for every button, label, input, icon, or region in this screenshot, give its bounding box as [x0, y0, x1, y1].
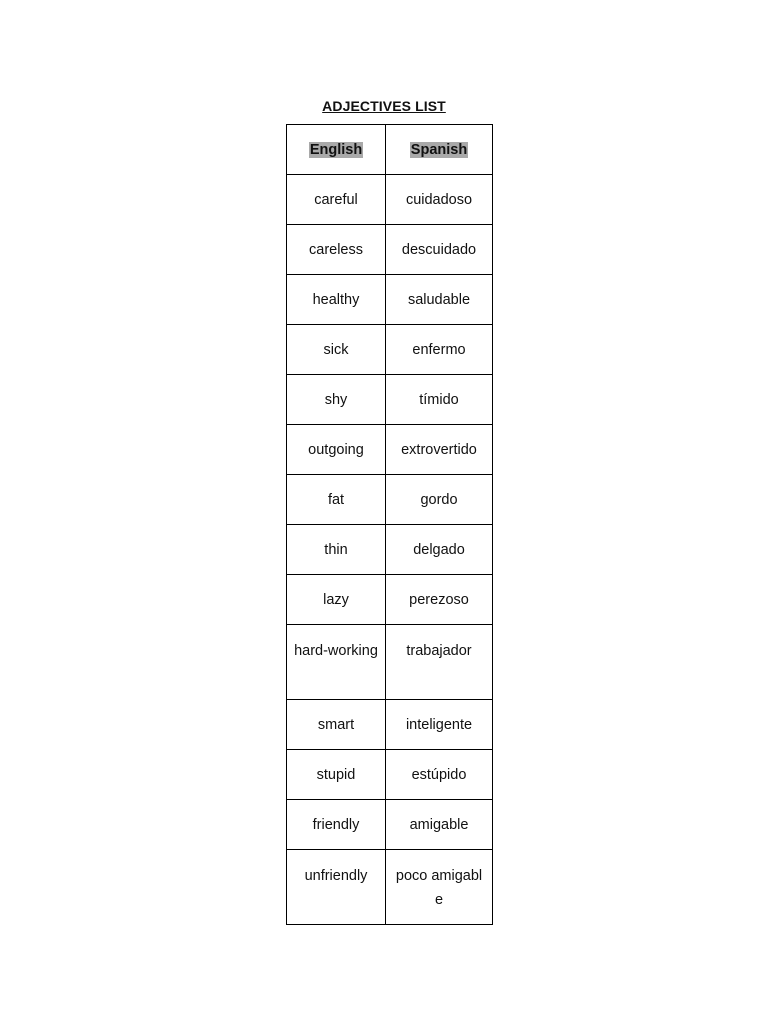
english-cell: smart	[287, 700, 386, 750]
table-row	[287, 225, 493, 275]
adjectives-table	[286, 124, 493, 925]
document-title: ADJECTIVES LIST	[322, 98, 446, 114]
english-cell: healthy	[287, 275, 386, 325]
english-cell: shy	[287, 375, 386, 425]
table-header-row	[287, 125, 493, 175]
spanish-cell: extrovertido	[386, 425, 493, 475]
spanish-cell: poco amigable	[386, 850, 493, 925]
english-cell: lazy	[287, 575, 386, 625]
spanish-cell: amigable	[386, 800, 493, 850]
english-cell: fat	[287, 475, 386, 525]
spanish-cell: enfermo	[386, 325, 493, 375]
spanish-cell: perezoso	[386, 575, 493, 625]
header-spanish	[386, 125, 493, 175]
english-cell: friendly	[287, 800, 386, 850]
spanish-cell: delgado	[386, 525, 493, 575]
english-cell: sick	[287, 325, 386, 375]
table-row	[287, 425, 493, 475]
table-row	[287, 175, 493, 225]
english-cell: thin	[287, 525, 386, 575]
table-row	[287, 325, 493, 375]
spanish-cell: inteligente	[386, 700, 493, 750]
table-row	[287, 750, 493, 800]
english-cell: outgoing	[287, 425, 386, 475]
spanish-cell: cuidadoso	[386, 175, 493, 225]
table-row	[287, 525, 493, 575]
header-english-label: English	[309, 141, 363, 158]
spanish-cell: saludable	[386, 275, 493, 325]
english-cell: stupid	[287, 750, 386, 800]
spanish-cell: trabajador	[386, 625, 493, 700]
spanish-cell: gordo	[386, 475, 493, 525]
english-cell: hard-working	[287, 625, 386, 700]
table-row	[287, 800, 493, 850]
table-row	[287, 850, 493, 925]
header-english	[287, 125, 386, 175]
english-cell: careful	[287, 175, 386, 225]
english-cell: careless	[287, 225, 386, 275]
spanish-cell: tímido	[386, 375, 493, 425]
table-row	[287, 475, 493, 525]
spanish-cell: descuidado	[386, 225, 493, 275]
english-cell: unfriendly	[287, 850, 386, 925]
table-row	[287, 575, 493, 625]
table-row	[287, 275, 493, 325]
spanish-cell: estúpido	[386, 750, 493, 800]
header-spanish-label: Spanish	[410, 141, 468, 158]
table-row	[287, 625, 493, 700]
table-row	[287, 375, 493, 425]
table-row	[287, 700, 493, 750]
